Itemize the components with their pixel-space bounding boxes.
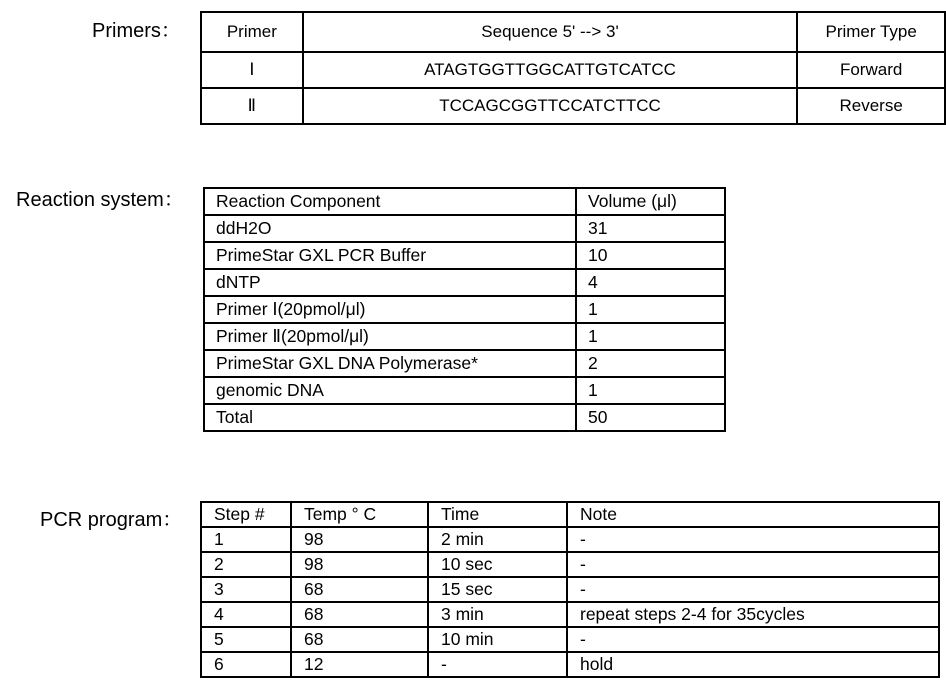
volume-cell: 2 bbox=[576, 350, 725, 377]
time-cell: 10 min bbox=[428, 627, 567, 652]
table-row bbox=[204, 404, 725, 431]
header-temp: Temp ° C bbox=[291, 502, 428, 527]
sequence-cell: ATAGTGGTTGGCATTGTCATCC bbox=[303, 52, 798, 88]
component-cell: Total bbox=[204, 404, 576, 431]
time-cell: - bbox=[428, 652, 567, 677]
component-cell: Primer Ⅱ(20pmol/μl) bbox=[204, 323, 576, 350]
temp-cell: 98 bbox=[291, 527, 428, 552]
table-row bbox=[201, 552, 939, 577]
note-cell: - bbox=[567, 577, 939, 602]
primer-type-cell: Forward bbox=[797, 52, 945, 88]
table-row bbox=[204, 296, 725, 323]
header-step: Step # bbox=[201, 502, 291, 527]
table-header-row bbox=[201, 12, 945, 52]
volume-cell: 1 bbox=[576, 323, 725, 350]
table-row bbox=[201, 627, 939, 652]
header-primer-type: Primer Type bbox=[797, 12, 945, 52]
volume-cell: 1 bbox=[576, 296, 725, 323]
reaction-table bbox=[203, 187, 726, 432]
header-time: Time bbox=[428, 502, 567, 527]
table-row bbox=[204, 242, 725, 269]
header-primer: Primer bbox=[201, 12, 303, 52]
table-row bbox=[204, 323, 725, 350]
volume-cell: 4 bbox=[576, 269, 725, 296]
step-cell: 1 bbox=[201, 527, 291, 552]
primers-label: Primers： bbox=[92, 20, 181, 42]
table-row bbox=[204, 350, 725, 377]
temp-cell: 68 bbox=[291, 577, 428, 602]
time-cell: 15 sec bbox=[428, 577, 567, 602]
primers-table bbox=[200, 11, 946, 125]
step-cell: 3 bbox=[201, 577, 291, 602]
step-cell: 4 bbox=[201, 602, 291, 627]
temp-cell: 12 bbox=[291, 652, 428, 677]
header-note: Note bbox=[567, 502, 939, 527]
pcr-program-label: PCR program： bbox=[40, 509, 183, 531]
temp-cell: 98 bbox=[291, 552, 428, 577]
table-row bbox=[201, 527, 939, 552]
table-row bbox=[201, 88, 945, 124]
sequence-cell: TCCAGCGGTTCCATCTTCC bbox=[303, 88, 798, 124]
table-row bbox=[204, 269, 725, 296]
component-cell: ddH2O bbox=[204, 215, 576, 242]
volume-cell: 31 bbox=[576, 215, 725, 242]
reaction-system-label: Reaction system： bbox=[16, 189, 184, 211]
volume-cell: 50 bbox=[576, 404, 725, 431]
primer-type-cell: Reverse bbox=[797, 88, 945, 124]
note-cell: repeat steps 2-4 for 35cycles bbox=[567, 602, 939, 627]
time-cell: 10 sec bbox=[428, 552, 567, 577]
volume-cell: 10 bbox=[576, 242, 725, 269]
component-cell: PrimeStar GXL DNA Polymerase* bbox=[204, 350, 576, 377]
table-row bbox=[204, 215, 725, 242]
time-cell: 3 min bbox=[428, 602, 567, 627]
time-cell: 2 min bbox=[428, 527, 567, 552]
pcr-program-table bbox=[200, 501, 940, 678]
table-row bbox=[201, 602, 939, 627]
component-cell: genomic DNA bbox=[204, 377, 576, 404]
step-cell: 6 bbox=[201, 652, 291, 677]
header-sequence: Sequence 5' --> 3' bbox=[303, 12, 798, 52]
note-cell: - bbox=[567, 527, 939, 552]
component-cell: dNTP bbox=[204, 269, 576, 296]
table-row bbox=[201, 652, 939, 677]
note-cell: - bbox=[567, 627, 939, 652]
table-row bbox=[204, 377, 725, 404]
table-row bbox=[201, 577, 939, 602]
note-cell: hold bbox=[567, 652, 939, 677]
header-component: Reaction Component bbox=[204, 188, 576, 215]
step-cell: 2 bbox=[201, 552, 291, 577]
header-volume: Volume (μl) bbox=[576, 188, 725, 215]
primer-id-cell: Ⅰ bbox=[201, 52, 303, 88]
table-header-row bbox=[201, 502, 939, 527]
component-cell: PrimeStar GXL PCR Buffer bbox=[204, 242, 576, 269]
volume-cell: 1 bbox=[576, 377, 725, 404]
step-cell: 5 bbox=[201, 627, 291, 652]
temp-cell: 68 bbox=[291, 602, 428, 627]
table-header-row bbox=[204, 188, 725, 215]
table-row bbox=[201, 52, 945, 88]
primer-id-cell: Ⅱ bbox=[201, 88, 303, 124]
temp-cell: 68 bbox=[291, 627, 428, 652]
component-cell: Primer Ⅰ(20pmol/μl) bbox=[204, 296, 576, 323]
note-cell: - bbox=[567, 552, 939, 577]
